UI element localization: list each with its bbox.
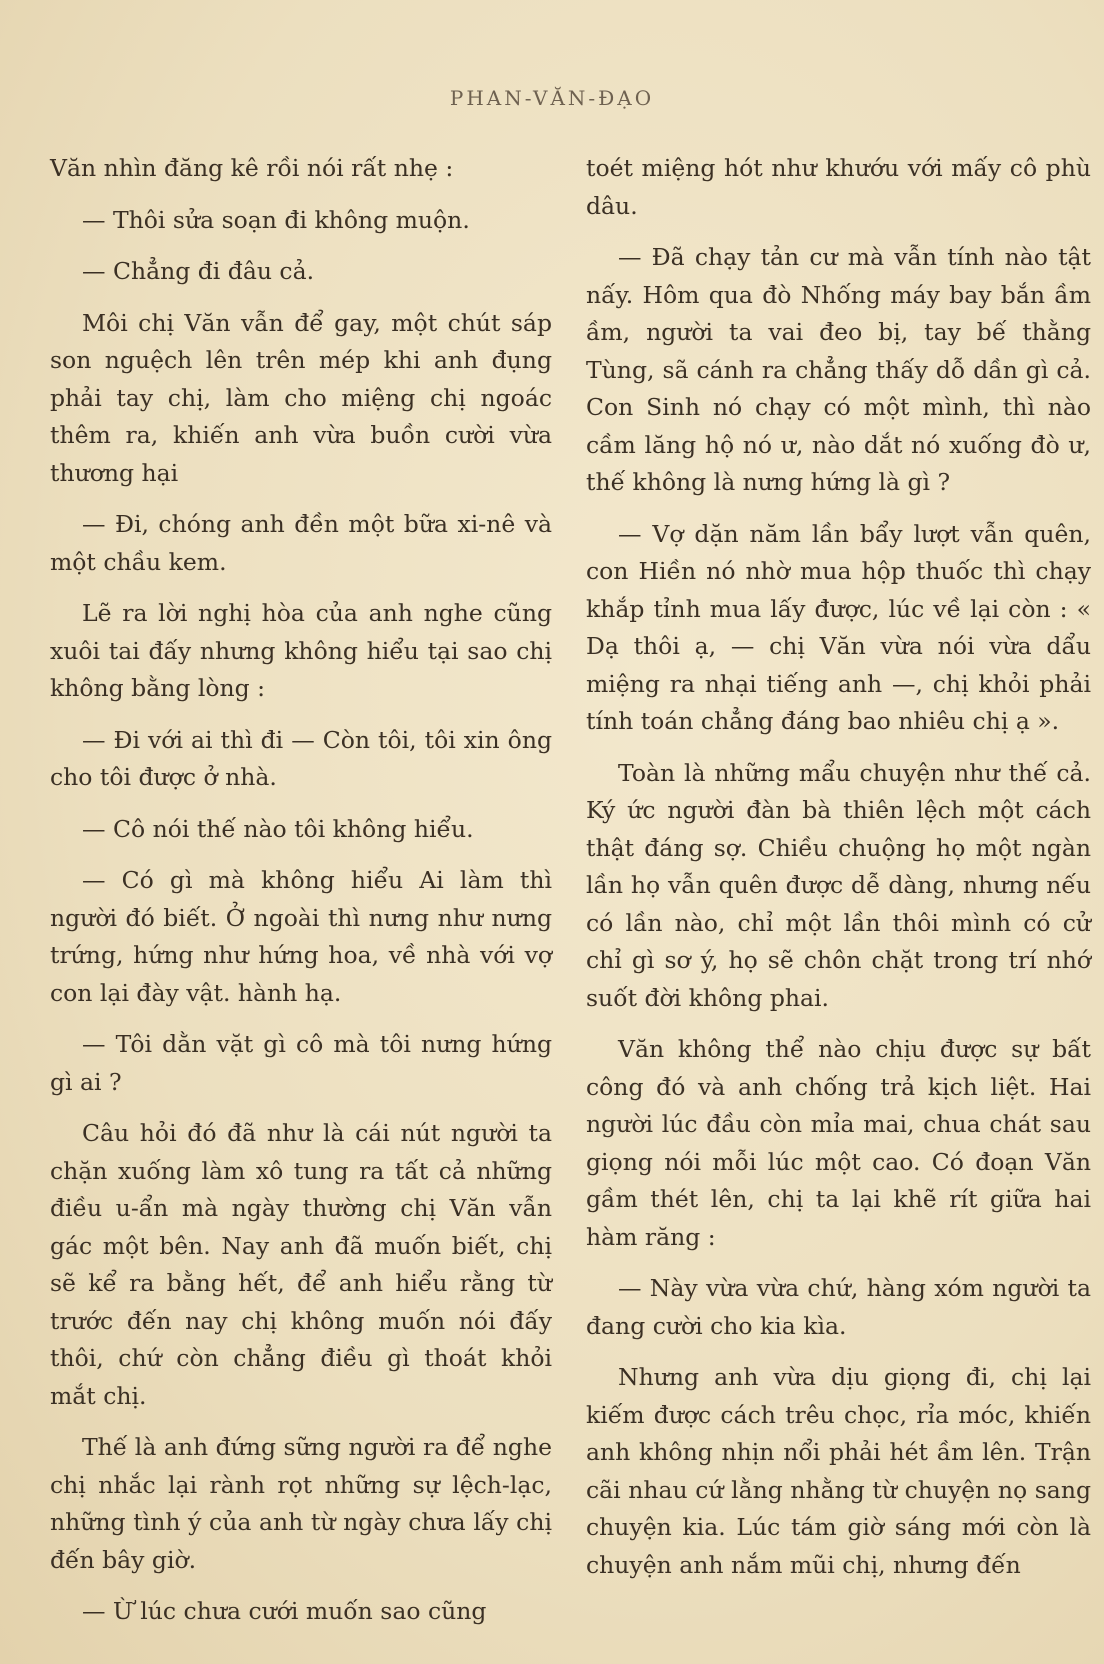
paragraph: Toàn là những mẩu chuyện như thế cả. Ký ức người đàn bà thiên lệch một cách thật đáng sợ. Chiều chuộng họ một ngàn lần họ vẫn quên được dễ dàng, nhưng nếu có lần nào, chỉ một lần thôi mình có cử chỉ gì sơ ý, họ sẽ chôn chặt trong trí nhớ suốt đời không phai.	[586, 758, 1091, 1012]
paragraph: Lẽ ra lời nghị hòa của anh nghe cũng xuôi tai đấy nhưng không hiểu tại sao chị không bằng lòng :	[50, 599, 552, 702]
paragraph: — Vợ dặn năm lần bẩy lượt vẫn quên, con Hiền nó nhờ mua hộp thuốc thì chạy khắp tỉnh mua lấy được, lúc về lại còn : « Dạ thôi ạ, — chị Văn vừa nói vừa dẩu miệng ra nhại tiếng anh —, chị khỏi phải tính toán chẳng đáng bao nhiêu chị ạ ».	[586, 519, 1091, 735]
paragraph: — Ừ lúc chưa cưới muốn sao cũng	[82, 1597, 487, 1625]
paragraph: — Tôi dằn vặt gì cô mà tôi nưng hứng gì ai ?	[50, 1030, 552, 1096]
left-column	[50, 150, 552, 1645]
paragraph: Câu hỏi đó đã như là cái nút người ta chặn xuống làm xô tung ra tất cả những điều u-ẩn mà ngày thường chị Văn vẫn gác một bên. Nay anh đã muốn biết, chị sẽ kể ra bằng hết, để anh hiểu rằng từ trước đến nay chị không muốn nói đấy thôi, chứ còn chẳng điều gì thoát khỏi mắt chị.	[50, 1119, 552, 1410]
paragraph: — Đã chạy tản cư mà vẫn tính nào tật nấy. Hôm qua đò Nhống máy bay bắn ầm ầm, người ta vai đeo bị, tay bế thằng Tùng, sã cánh ra chẳng thấy dỗ dần gì cả. Con Sinh nó chạy có một mình, thì nào cầm lăng hộ nó ư, nào dắt nó xuống đò ư, thế không là nưng hứng là gì ?	[586, 243, 1091, 496]
paragraph: Văn nhìn đăng kê rồi nói rất nhẹ :	[50, 154, 454, 182]
paragraph: — Này vừa vừa chứ, hàng xóm người ta đang cười cho kia kìa.	[586, 1274, 1091, 1340]
paragraph: Môi chị Văn vẫn để gay, một chút sáp son nguệch lên trên mép khi anh đụng phải tay chị, làm cho miệng chị ngoác thêm ra, khiến anh vừa buồn cười vừa thương hại	[50, 308, 552, 487]
right-column	[586, 150, 1091, 1598]
paragraph: — Có gì mà không hiểu Ai làm thì người đó biết. Ở ngoài thì nưng như nưng trứng, hứng như hứng hoa, về nhà với vợ con lại đày vật. hành hạ.	[50, 866, 552, 1007]
paragraph: — Thôi sửa soạn đi không muộn.	[82, 205, 470, 234]
paragraph: toét miệng hót như khướu với mấy cô phù dâu.	[586, 154, 1091, 220]
paragraph: Nhưng anh vừa dịu giọng đi, chị lại kiếm được cách trêu chọc, rỉa móc, khiến anh không nhịn nổi phải hét ầm lên. Trận cãi nhau cứ lằng nhằng từ chuyện nọ sang chuyện kia. Lúc tám giờ sáng mới còn là chuyện anh nắm mũi chị, nhưng đến	[586, 1363, 1091, 1579]
paragraph: Thế là anh đứng sững người ra để nghe chị nhắc lại rành rọt những sự lệch-lạc, những tình ý của anh từ ngày chưa lấy chị đến bây giờ.	[50, 1433, 552, 1574]
paragraph: — Cô nói thế nào tôi không hiểu.	[82, 814, 474, 843]
running-header: PHAN-VĂN-ĐẠO	[449, 86, 655, 110]
paragraph: — Chẳng đi đâu cả.	[82, 257, 315, 285]
paragraph: Văn không thể nào chịu được sự bất công đó và anh chống trả kịch liệt. Hai người lúc đầu còn mỉa mai, chua chát sau giọng nói mỗi lúc một cao. Có đoạn Văn gầm thét lên, chị ta lại khẽ rít giữa hai hàm răng :	[586, 1035, 1091, 1251]
paragraph: — Đi, chóng anh đền một bữa xi-nê và một chầu kem.	[50, 510, 552, 576]
paragraph: — Đi với ai thì đi — Còn tôi, tôi xin ông cho tôi được ở nhà.	[50, 725, 552, 791]
